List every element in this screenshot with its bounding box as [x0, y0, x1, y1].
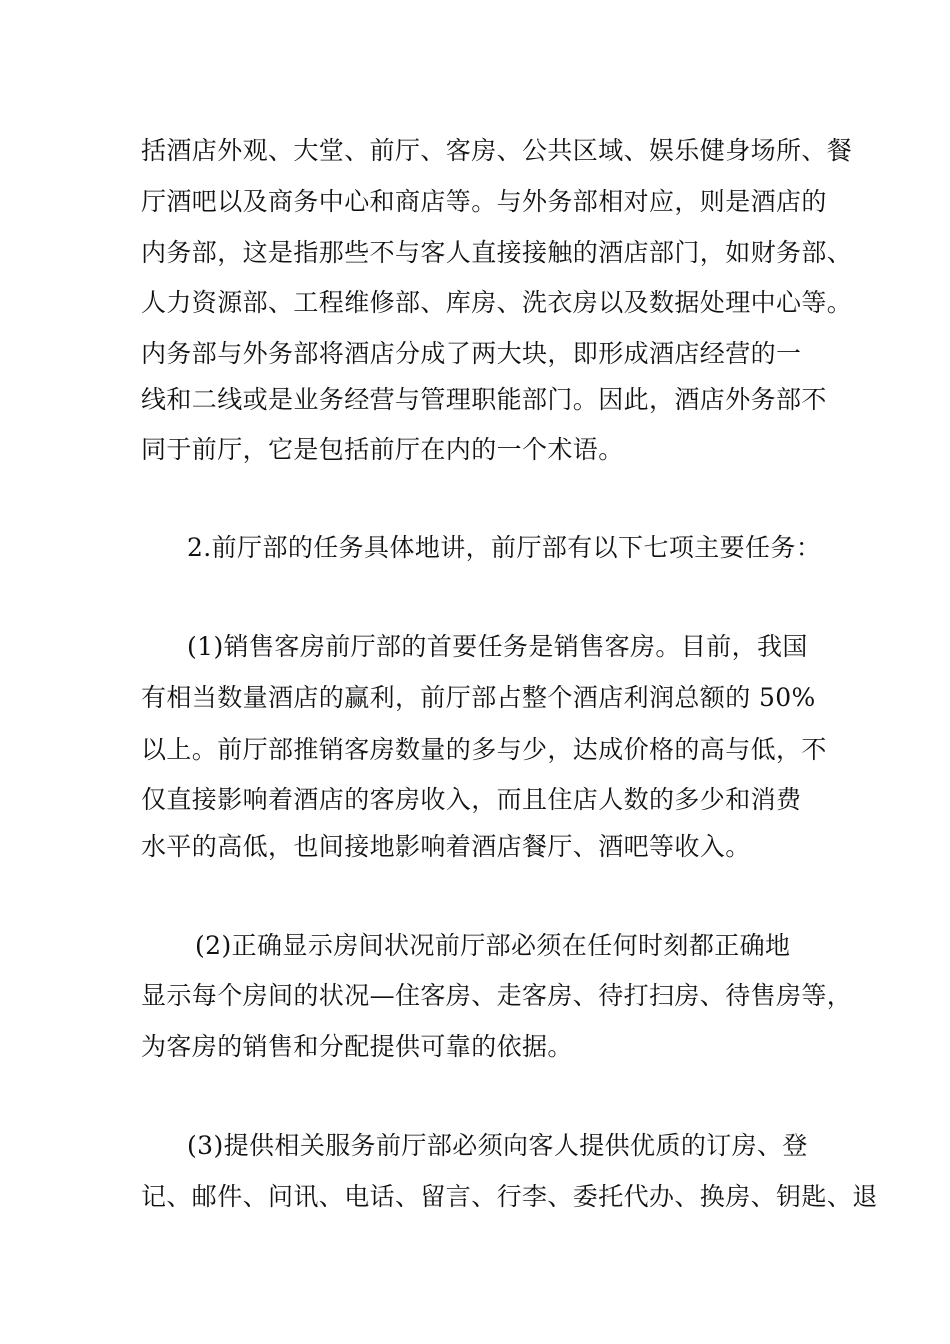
text-line: 厅酒吧以及商务中心和商店等。与外务部相对应，则是酒店的	[141, 187, 827, 216]
text-line: (1)销售客房前厅部的首要任务是销售客房。目前，我国	[187, 632, 808, 661]
text-line: 仅直接影响着酒店的客房收入，而且住店人数的多少和消费	[141, 785, 802, 814]
text-line: 内务部，这是指那些不与客人直接接触的酒店部门，如财务部、	[141, 238, 853, 267]
text-line: 为客房的销售和分配提供可靠的依据。	[141, 1032, 573, 1061]
text-line: 显示每个房间的状况—住客房、走客房、待打扫房、待售房等，	[141, 981, 853, 1010]
text-line: 有相当数量酒店的赢利，前厅部占整个酒店利润总额的 50%	[141, 683, 816, 712]
text-line: 记、邮件、问讯、电话、留言、行李、委托代办、换房、钥匙、退	[141, 1182, 878, 1211]
text-line: 同于前厅，它是包括前厅在内的一个术语。	[141, 435, 624, 464]
text-line: 人力资源部、工程维修部、库房、洗衣房以及数据处理中心等。	[141, 288, 853, 317]
text-line: (2)正确显示房间状况前厅部必须在任何时刻都正确地	[195, 931, 791, 960]
text-line: 水平的高低，也间接地影响着酒店餐厅、酒吧等收入。	[141, 832, 751, 861]
text-line: 2.前厅部的任务具体地讲，前厅部有以下七项主要任务：	[187, 533, 822, 562]
text-line: 以上。前厅部推销客房数量的多与少，达成价格的高与低，不	[141, 735, 827, 764]
text-line: 内务部与外务部将酒店分成了两大块，即形成酒店经营的一	[141, 339, 802, 368]
text-line: 括酒店外观、大堂、前厅、客房、公共区域、娱乐健身场所、餐	[141, 136, 853, 165]
text-line: 线和二线或是业务经营与管理职能部门。因此，酒店外务部不	[141, 385, 827, 414]
text-line: (3)提供相关服务前厅部必须向客人提供优质的订房、登	[187, 1131, 808, 1160]
